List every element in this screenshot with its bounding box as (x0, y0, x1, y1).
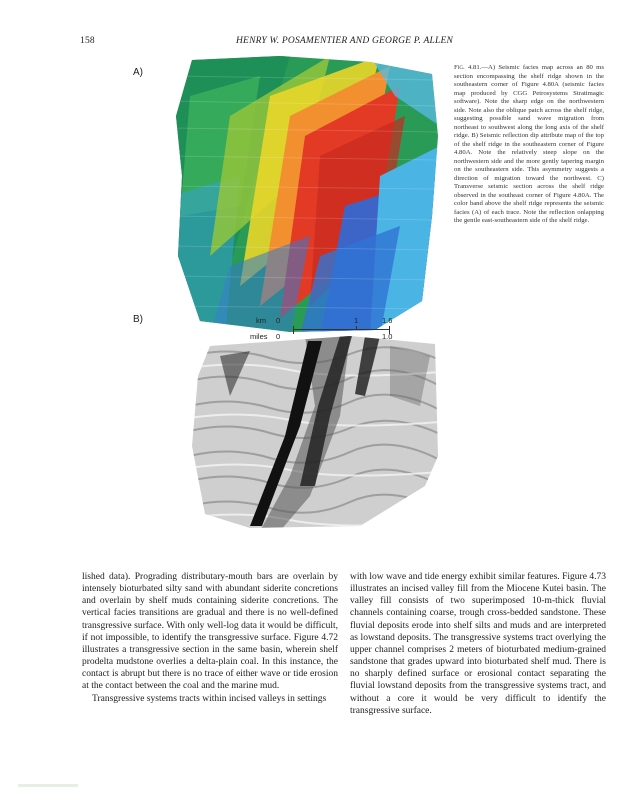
running-head: HENRY W. POSAMENTIER AND GEORGE P. ALLEN (236, 36, 454, 46)
right-paragraph-1: with low wave and tide energy exhibit similar features. Figure 4.73 illustrates an incised valley fill from the Miocene Kutei basin. The valley fill consists of two superimposed 10-m-thick fluvial channels containing coarse, trough cross-bedded sandstone. These fluvial deposits erode into shelf silts and muds and are interpreted as lowstand deposits. The transgressive systems tract overlying the upper channel comprises 2 meters of bioturbated medium-grained sandstone that grades upward into bioturbated shelf mud. There is no sharply defined surface or erosional contact separating the fluvial lowstand deposits from the transgressive systems tract, and without a core it would be very difficult to identify the transgressive surface. (350, 572, 606, 716)
body-column-right (350, 571, 606, 717)
panel-b-label: B) (133, 314, 143, 325)
scale-mi-10: 1.0 (382, 332, 393, 341)
scale-tick-start (293, 326, 294, 334)
figure-caption (454, 64, 604, 226)
caption-lead: Fig. 4.81. (454, 64, 482, 71)
left-paragraph-1: lished data). Prograding distributary-mouth bars are overlain by intensely bioturbated silty sand with abundant siderite concretions and overlain by shelf muds containing siderite concretions. The vertical facies transitions are gradual and there is no well-defined transgressive surface. With only well-log data it would be difficult, if not impossible, to identify the transgressive surface. Figure 4.72 illustrates a transgressive section in the same basin, wherein shelf prodelta mudstone overlies a delta-plain coal. In this instance, the contact is abrupt but there is no trace of either wave or tide erosion at the contact between the coal and the marine mud. (82, 572, 338, 692)
scan-artifact (18, 784, 78, 787)
panel-a-label: A) (133, 67, 143, 78)
scale-mi-0: 0 (276, 332, 281, 341)
scale-line (293, 329, 390, 330)
scale-km-1: 1 (354, 316, 359, 325)
scale-km-0: 0 (276, 316, 281, 325)
left-paragraph-2: Transgressive systems tracts within incised valleys in settings (92, 693, 327, 704)
scale-km-16: 1.6 (382, 316, 393, 325)
scale-tick-1 (356, 326, 357, 330)
seismic-facies-map (170, 56, 440, 336)
body-column-left (82, 571, 338, 705)
scale-miles-label: miles (250, 332, 268, 341)
dip-attribute-map (190, 336, 440, 531)
caption-text: —A) Seismic facies map across an 80 ms section encompassing the shelf ridge shown in the southeastern corner of Figure 4.80A (seismic facies map produced by CGG Petrosystems Stratimagic software). Note the sharp edge on the northwestern side. Note also the oblique patch across the shelf ridge, suggesting possible sand wave migration from northeast to southwest along the long axis of the shelf ridge. B) Seismic reflection dip attribute map of the top of the shelf ridge in the southeastern corner of Figure 4.80A. Note the relatively steep slope on the northwestern side and the more gently tapering margin on the southeastern side. This asymmetry suggests a direction of migration toward the northwest. C) Transverse seismic section across the shelf ridge observed in the southeast corner of Figure 4.80A. The color band above the shelf ridge represents the seismic facies (A) of each trace. Note the reflection onlapping the gentle east-southeastern side of the shelf ridge. (454, 64, 604, 224)
scale-km-label: km (256, 316, 266, 325)
page-number: 158 (80, 36, 95, 46)
